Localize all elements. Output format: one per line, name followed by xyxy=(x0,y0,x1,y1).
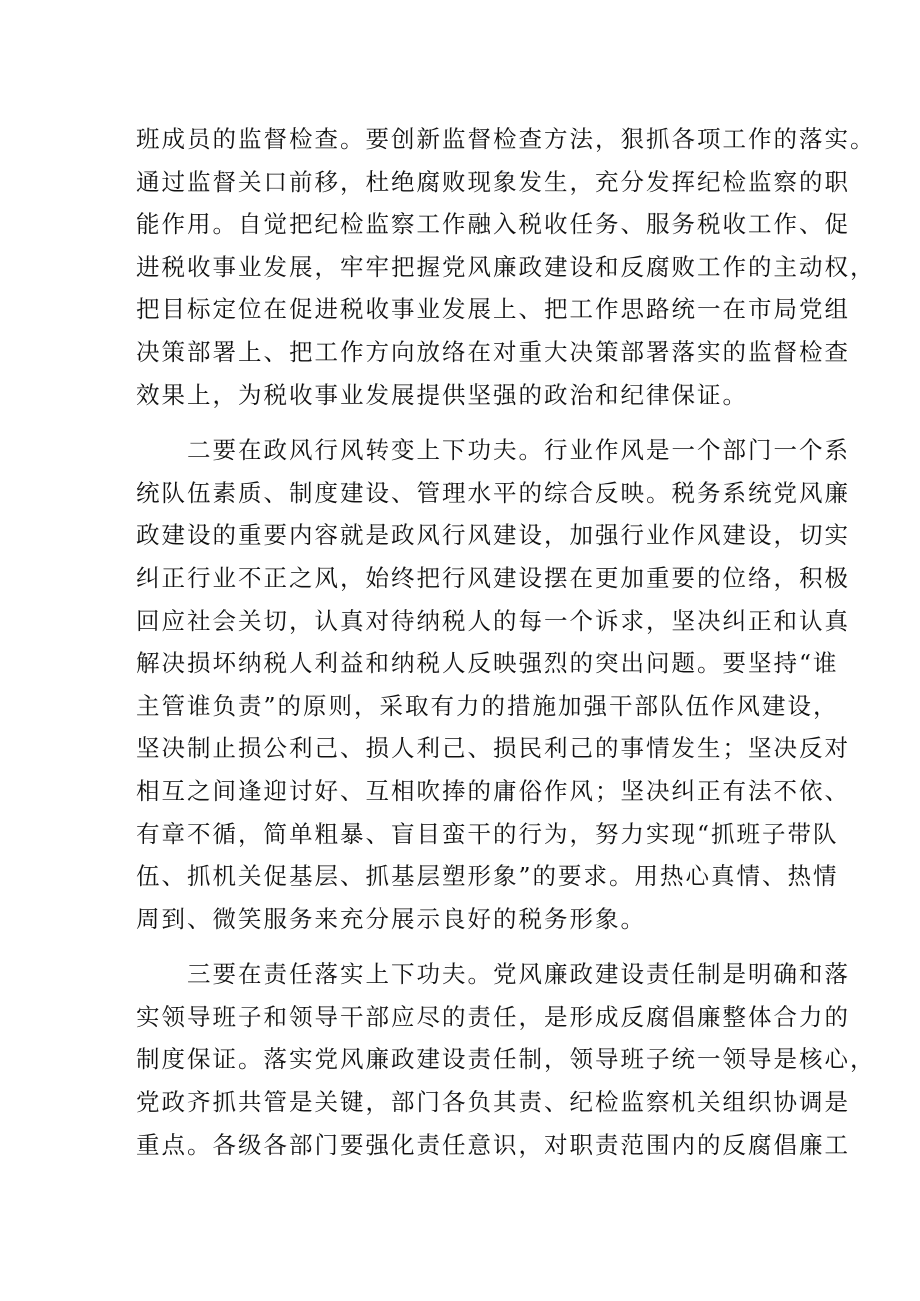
paragraph-2 xyxy=(136,429,850,940)
text-line: 实领导班子和领导干部应尽的责任，是形成反腐倡廉整体合力的 xyxy=(136,1002,850,1031)
text-line: 回应社会关切，认真对待纳税人的每一个诉求，坚决纠正和认真 xyxy=(136,606,850,635)
text-line: 有章不循，简单粗暴、盲目蛮干的行为，努力实现“抓班子带队 xyxy=(136,819,839,848)
text-line: 伍、抓机关促基层、抓基层塑形象”的要求。用热心真情、热情 xyxy=(136,862,839,891)
text-line: 坚决制止损公利己、损人利己、损民利己的事情发生；坚决反对 xyxy=(136,734,850,763)
body-text xyxy=(136,118,876,1166)
text-line: 政建设的重要内容就是政风行风建设，加强行业作风建设，切实 xyxy=(136,521,850,550)
text-line: 三要在责任落实上下功夫。党风廉政建设责任制是明确和落 xyxy=(187,960,850,989)
text-line: 通过监督关口前移，杜绝腐败现象发生，充分发挥纪检监察的职 xyxy=(136,167,850,196)
paragraph-1 xyxy=(136,118,876,416)
text-line: 主管谁负责”的原则，采取有力的措施加强干部队伍作风建设， xyxy=(136,691,839,720)
paragraph-3 xyxy=(136,953,876,1166)
text-line: 二要在政风行风转变上下功夫。行业作风是一个部门一个系 xyxy=(187,436,850,465)
text-line: 效果上，为税收事业发展提供坚强的政治和纪律保证。 xyxy=(136,380,748,409)
text-line: 进税收事业发展，牢牢把握党风廉政建设和反腐败工作的主动权， xyxy=(136,252,876,281)
text-line: 制度保证。落实党风廉政建设责任制，领导班子统一领导是核心， xyxy=(136,1045,876,1074)
text-line: 解决损坏纳税人利益和纳税人反映强烈的突出问题。要坚持“谁 xyxy=(136,649,839,678)
text-line: 周到、微笑服务来充分展示良好的税务形象。 xyxy=(136,904,646,933)
text-line: 统队伍素质、制度建设、管理水平的综合反映。税务系统党风廉 xyxy=(136,478,850,507)
text-line: 班成员的监督检查。要创新监督检查方法，狠抓各项工作的落实。 xyxy=(136,125,876,153)
text-line: 决策部署上、把工作方向放络在对重大决策部署落实的监督检查 xyxy=(136,337,850,366)
text-line: 相互之间逢迎讨好、互相吹捧的庸俗作风；坚决纠正有法不依、 xyxy=(136,776,850,805)
text-line: 纠正行业不正之风，始终把行风建设摆在更加重要的位络，积极 xyxy=(136,563,850,592)
text-line: 能作用。自觉把纪检监察工作融入税收任务、服务税收工作、促 xyxy=(136,210,850,239)
text-line: 重点。各级各部门要强化责任意识，对职责范围内的反腐倡廉工 xyxy=(136,1130,850,1159)
text-line: 把目标定位在促进税收事业发展上、把工作思路统一在市局党组 xyxy=(136,295,850,324)
text-line: 党政齐抓共管是关键，部门各负其责、纪检监察机关组织协调是 xyxy=(136,1088,850,1117)
